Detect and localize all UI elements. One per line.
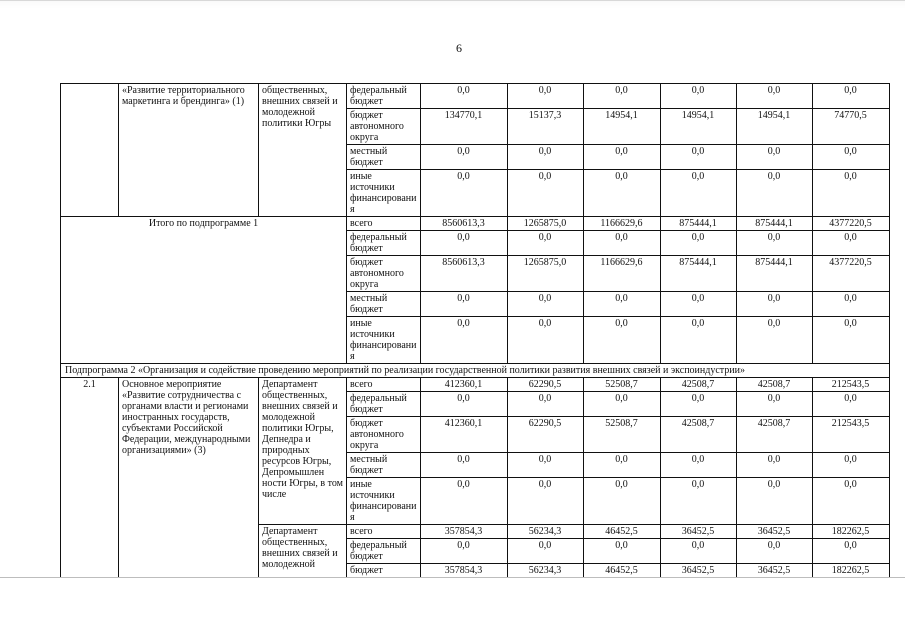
amount-cell: 212543,5 — [812, 417, 889, 453]
subtotal-label-cell: Итого по подпрограмме 1 — [61, 217, 347, 364]
amount-cell: 0,0 — [660, 539, 736, 564]
funding-source-cell: бюджет автономного округа — [347, 109, 421, 145]
funding-source-cell: федеральный бюджет — [347, 539, 421, 564]
item-number-cell: 2.1 — [61, 378, 119, 578]
amount-cell: 0,0 — [736, 84, 812, 109]
amount-cell: 0,0 — [660, 84, 736, 109]
measure-name-cell: «Развитие территориального маркетинга и брендинга» (1) — [119, 84, 259, 217]
amount-cell: 412360,1 — [420, 417, 507, 453]
page-fold-line — [0, 577, 905, 578]
budget-table — [60, 83, 890, 578]
amount-cell: 0,0 — [420, 453, 507, 478]
funding-source-cell: бюджет — [347, 564, 421, 578]
funding-source-cell: местный бюджет — [347, 145, 421, 170]
amount-cell: 14954,1 — [583, 109, 660, 145]
amount-cell: 0,0 — [507, 231, 583, 256]
amount-cell: 0,0 — [507, 292, 583, 317]
amount-cell: 14954,1 — [660, 109, 736, 145]
table-row — [61, 84, 890, 109]
amount-cell: 0,0 — [660, 145, 736, 170]
amount-cell: 0,0 — [812, 84, 889, 109]
amount-cell: 1265875,0 — [507, 217, 583, 231]
amount-cell: 1166629,6 — [583, 256, 660, 292]
executor-cell: Департамент общественных, внешних связей и молодежной политики Югры, Депнедра и природных ресурсов Югры, Депромышлен ности Югры, в том числе — [259, 378, 347, 525]
amount-cell: 15137,3 — [507, 109, 583, 145]
amount-cell: 0,0 — [660, 478, 736, 525]
amount-cell: 1265875,0 — [507, 256, 583, 292]
amount-cell: 0,0 — [583, 539, 660, 564]
amount-cell: 0,0 — [507, 145, 583, 170]
amount-cell: 0,0 — [812, 145, 889, 170]
amount-cell: 4377220,5 — [812, 256, 889, 292]
amount-cell: 0,0 — [583, 231, 660, 256]
amount-cell: 74770,5 — [812, 109, 889, 145]
page-number: 6 — [456, 41, 462, 55]
funding-source-cell: иные источники финансировани я — [347, 170, 421, 217]
amount-cell: 0,0 — [507, 453, 583, 478]
amount-cell: 0,0 — [583, 478, 660, 525]
amount-cell: 0,0 — [583, 84, 660, 109]
amount-cell: 0,0 — [507, 170, 583, 217]
amount-cell: 42508,7 — [736, 417, 812, 453]
amount-cell: 0,0 — [420, 539, 507, 564]
amount-cell: 0,0 — [736, 231, 812, 256]
amount-cell: 357854,3 — [420, 564, 507, 578]
amount-cell: 0,0 — [507, 317, 583, 364]
amount-cell: 0,0 — [736, 453, 812, 478]
amount-cell: 0,0 — [736, 145, 812, 170]
amount-cell: 0,0 — [736, 478, 812, 525]
amount-cell: 0,0 — [660, 231, 736, 256]
amount-cell: 875444,1 — [736, 217, 812, 231]
scan-edge — [0, 0, 905, 9]
subprogram-heading-row — [61, 364, 890, 378]
amount-cell: 0,0 — [420, 317, 507, 364]
amount-cell: 0,0 — [736, 539, 812, 564]
amount-cell: 36452,5 — [736, 525, 812, 539]
amount-cell: 56234,3 — [507, 564, 583, 578]
amount-cell: 0,0 — [420, 170, 507, 217]
amount-cell: 0,0 — [812, 292, 889, 317]
amount-cell: 4377220,5 — [812, 217, 889, 231]
amount-cell: 0,0 — [660, 317, 736, 364]
amount-cell: 0,0 — [507, 392, 583, 417]
amount-cell: 875444,1 — [660, 217, 736, 231]
amount-cell: 62290,5 — [507, 378, 583, 392]
amount-cell: 182262,5 — [812, 564, 889, 578]
table-row — [61, 217, 890, 231]
amount-cell: 0,0 — [583, 145, 660, 170]
funding-source-cell: местный бюджет — [347, 292, 421, 317]
amount-cell: 36452,5 — [660, 564, 736, 578]
amount-cell: 42508,7 — [736, 378, 812, 392]
funding-source-cell: федеральный бюджет — [347, 84, 421, 109]
amount-cell: 62290,5 — [507, 417, 583, 453]
amount-cell: 8560613,3 — [420, 217, 507, 231]
amount-cell: 212543,5 — [812, 378, 889, 392]
amount-cell: 134770,1 — [420, 109, 507, 145]
funding-source-cell: иные источники финансировани я — [347, 317, 421, 364]
amount-cell: 0,0 — [736, 170, 812, 217]
funding-source-cell: всего — [347, 525, 421, 539]
amount-cell: 36452,5 — [660, 525, 736, 539]
amount-cell: 0,0 — [583, 170, 660, 217]
amount-cell: 1166629,6 — [583, 217, 660, 231]
amount-cell: 0,0 — [660, 453, 736, 478]
amount-cell: 0,0 — [660, 292, 736, 317]
amount-cell: 0,0 — [660, 170, 736, 217]
amount-cell: 0,0 — [420, 231, 507, 256]
amount-cell: 42508,7 — [660, 378, 736, 392]
amount-cell: 412360,1 — [420, 378, 507, 392]
amount-cell: 0,0 — [583, 453, 660, 478]
amount-cell: 0,0 — [420, 292, 507, 317]
amount-cell: 357854,3 — [420, 525, 507, 539]
amount-cell: 52508,7 — [583, 378, 660, 392]
funding-source-cell: всего — [347, 217, 421, 231]
amount-cell: 0,0 — [736, 317, 812, 364]
amount-cell: 14954,1 — [736, 109, 812, 145]
amount-cell: 0,0 — [507, 84, 583, 109]
amount-cell: 0,0 — [812, 317, 889, 364]
amount-cell: 0,0 — [812, 231, 889, 256]
amount-cell: 0,0 — [812, 478, 889, 525]
executor-cell: общественных, внешних связей и молодежной политики Югры — [259, 84, 347, 217]
amount-cell: 0,0 — [812, 539, 889, 564]
amount-cell: 0,0 — [812, 453, 889, 478]
subprogram-heading-cell: Подпрограмма 2 «Организация и содействие проведению мероприятий по реализации государственной политики развития внешних связей и экспоиндустрии» — [61, 364, 890, 378]
amount-cell: 0,0 — [812, 392, 889, 417]
executor-cell: Департамент общественных, внешних связей и молодежной — [259, 525, 347, 578]
amount-cell: 46452,5 — [583, 564, 660, 578]
amount-cell: 0,0 — [812, 170, 889, 217]
amount-cell: 182262,5 — [812, 525, 889, 539]
amount-cell: 0,0 — [420, 392, 507, 417]
amount-cell: 0,0 — [420, 145, 507, 170]
funding-source-cell: всего — [347, 378, 421, 392]
amount-cell: 875444,1 — [736, 256, 812, 292]
funding-source-cell: федеральный бюджет — [347, 392, 421, 417]
amount-cell: 0,0 — [507, 539, 583, 564]
amount-cell: 42508,7 — [660, 417, 736, 453]
funding-source-cell: бюджет автономного округа — [347, 256, 421, 292]
table-row — [61, 378, 890, 392]
funding-source-cell: федеральный бюджет — [347, 231, 421, 256]
amount-cell: 52508,7 — [583, 417, 660, 453]
amount-cell: 8560613,3 — [420, 256, 507, 292]
amount-cell: 0,0 — [736, 292, 812, 317]
amount-cell: 36452,5 — [736, 564, 812, 578]
measure-name-cell: Основное мероприятие «Развитие сотрудничества с органами власти и регионами иностранных государств, субъектами Российской Федерации, международными организациями» (3) — [119, 378, 259, 578]
amount-cell: 56234,3 — [507, 525, 583, 539]
funding-source-cell: местный бюджет — [347, 453, 421, 478]
amount-cell: 0,0 — [583, 292, 660, 317]
number-cell — [61, 84, 119, 217]
amount-cell: 875444,1 — [660, 256, 736, 292]
amount-cell: 46452,5 — [583, 525, 660, 539]
funding-source-cell: иные источники финансировани я — [347, 478, 421, 525]
amount-cell: 0,0 — [583, 317, 660, 364]
amount-cell: 0,0 — [420, 84, 507, 109]
amount-cell: 0,0 — [660, 392, 736, 417]
funding-source-cell: бюджет автономного округа — [347, 417, 421, 453]
amount-cell: 0,0 — [736, 392, 812, 417]
amount-cell: 0,0 — [507, 478, 583, 525]
amount-cell: 0,0 — [583, 392, 660, 417]
amount-cell: 0,0 — [420, 478, 507, 525]
